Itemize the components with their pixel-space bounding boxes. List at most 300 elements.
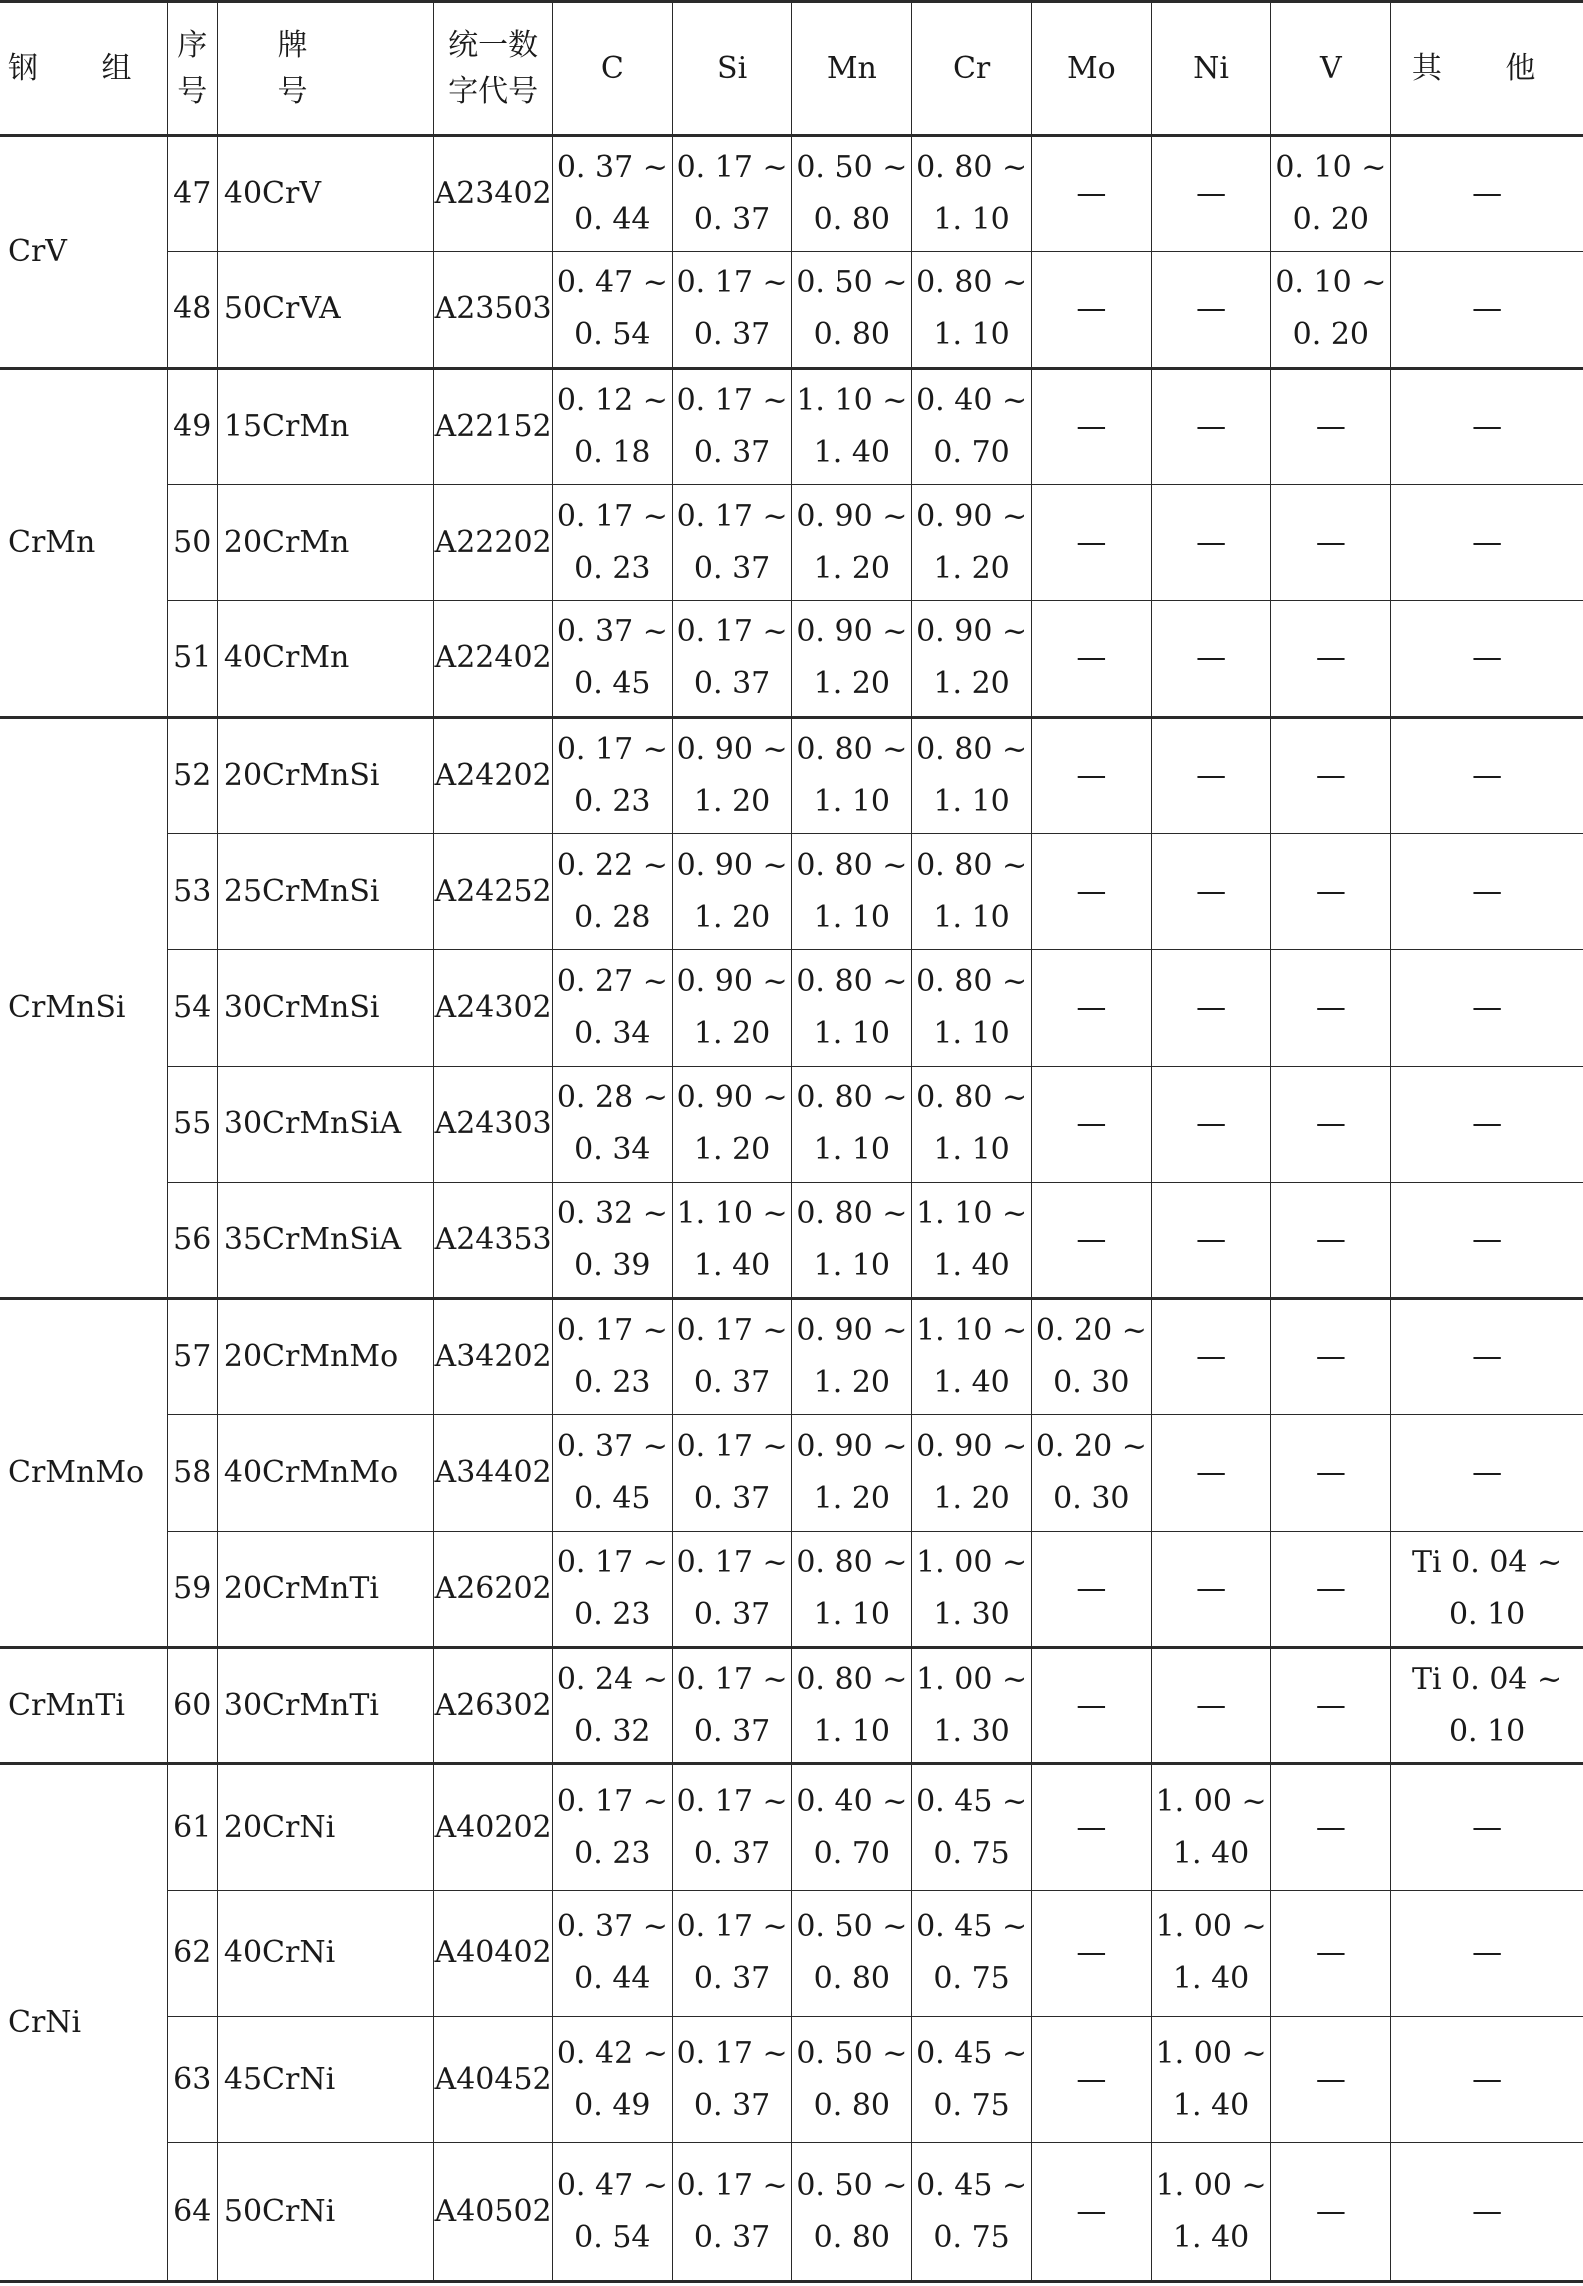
range-end: 0. 34 (574, 1015, 651, 1051)
dash-value: — (1076, 408, 1107, 444)
range-end: 0. 37 (693, 1596, 771, 1632)
range-end: 0. 34 (574, 1132, 651, 1168)
value-cell-c (552, 1648, 672, 1764)
seq-cell: 61 (167, 1764, 217, 1890)
range-start: 0. 17 ~ (676, 1661, 788, 1697)
range-end: 1. 10 (813, 1713, 891, 1749)
value-cell-c (552, 484, 672, 600)
range-start: 0. 17 ~ (676, 1909, 788, 1945)
dash-value: — (1315, 2193, 1346, 2229)
range-end: 1. 30 (933, 1713, 1010, 1749)
range-start: 0. 90 ~ (676, 731, 788, 767)
steel-group-cell: CrV (0, 136, 167, 369)
value-cell-cr (912, 1531, 1032, 1647)
table-row (0, 484, 1583, 600)
dash-value: — (1196, 1570, 1227, 1606)
table-row (0, 1182, 1583, 1298)
range-start: 0. 80 ~ (796, 1195, 908, 1231)
range-start: 0. 90 ~ (676, 1080, 788, 1116)
code-cell: A34402 (434, 1415, 553, 1531)
range-start: 0. 17 ~ (676, 614, 788, 650)
value-cell-ni (1151, 368, 1271, 484)
range-start: 0. 50 ~ (796, 2167, 908, 2203)
dash-value: — (1472, 989, 1503, 1025)
header-row (0, 2, 1583, 136)
table-row (0, 1890, 1583, 2016)
value-cell-other (1391, 2143, 1583, 2282)
value-cell-cr (912, 601, 1032, 717)
value-cell-cr (912, 2143, 1032, 2282)
range-end: 1. 40 (933, 1247, 1010, 1283)
value-cell-other (1391, 1890, 1583, 2016)
code-cell: A40452 (434, 2017, 553, 2143)
seq-cell: 64 (167, 2143, 217, 2282)
range-start: 0. 17 ~ (676, 1544, 788, 1580)
value-cell-mn (792, 833, 912, 949)
value-cell-cr (912, 1648, 1032, 1764)
dash-value: — (1472, 873, 1503, 909)
dash-value: — (1472, 1935, 1503, 1971)
range-end: 1. 40 (933, 1365, 1010, 1401)
range-start: 1. 10 ~ (676, 1195, 788, 1231)
grade-cell: 25CrMnSi (217, 833, 433, 949)
dash-value: — (1315, 1687, 1346, 1723)
grade-cell: 40CrNi (217, 1890, 433, 2016)
value-cell-other (1391, 1648, 1583, 1764)
range-end: 1. 10 (933, 1015, 1010, 1051)
range-end: 0. 20 (1292, 317, 1370, 353)
range-end: 1. 10 (933, 202, 1010, 238)
dash-value: — (1196, 1221, 1227, 1257)
dash-value: — (1315, 1106, 1346, 1142)
range-end: 1. 40 (1172, 1835, 1250, 1871)
value-cell-si (672, 368, 792, 484)
table-row (0, 1764, 1583, 1890)
value-cell-v (1271, 1764, 1391, 1890)
range-end: 0. 75 (933, 2087, 1010, 2123)
range-end: 1. 20 (813, 1365, 891, 1401)
range-start: 0. 45 ~ (916, 2167, 1028, 2203)
range-end: 0. 54 (574, 317, 651, 353)
value-cell-mo (1031, 1531, 1151, 1647)
value-cell-ni (1151, 601, 1271, 717)
value-cell-c (552, 717, 672, 833)
grade-cell: 50CrVA (217, 252, 433, 368)
dash-value: — (1076, 757, 1107, 793)
value-cell-v (1271, 368, 1391, 484)
dash-value: — (1472, 291, 1503, 327)
value-cell-mn (792, 1531, 912, 1647)
grade-cell: 45CrNi (217, 2017, 433, 2143)
range-start: 1. 00 ~ (1155, 1909, 1267, 1945)
value-cell-mo (1031, 1890, 1151, 2016)
range-end: 0. 54 (574, 2219, 651, 2255)
value-cell-c (552, 1415, 672, 1531)
dash-value: — (1076, 524, 1107, 560)
table-row (0, 1415, 1583, 1531)
value-cell-ni (1151, 1299, 1271, 1415)
value-cell-mn (792, 2143, 912, 2282)
range-end: 0. 37 (693, 1961, 771, 1997)
code-cell: A22202 (434, 484, 553, 600)
dash-value: — (1196, 989, 1227, 1025)
code-cell: A24303 (434, 1066, 553, 1182)
range-start: 0. 37 ~ (556, 1909, 668, 1945)
grade-cell: 40CrV (217, 136, 433, 252)
dash-value: — (1076, 291, 1107, 327)
dash-value: — (1196, 524, 1227, 560)
range-end: 0. 18 (574, 434, 651, 470)
table-row (0, 136, 1583, 252)
value-cell-c (552, 252, 672, 368)
header-si: Si (672, 2, 792, 136)
header-other-label: 其 他 (1411, 50, 1563, 86)
header-grade (217, 2, 433, 136)
range-start: 0. 20 ~ (1035, 1429, 1147, 1465)
value-cell-cr (912, 1299, 1032, 1415)
range-start: 1. 10 ~ (796, 382, 908, 418)
range-end: 0. 37 (693, 2219, 771, 2255)
range-end: 1. 10 (813, 899, 891, 935)
value-cell-si (672, 1648, 792, 1764)
value-cell-si (672, 2017, 792, 2143)
range-end: 1. 10 (813, 1132, 891, 1168)
range-end: 0. 75 (933, 1835, 1010, 1871)
range-start: 1. 00 ~ (1155, 2167, 1267, 2203)
value-cell-c (552, 601, 672, 717)
range-start: 0. 90 ~ (676, 847, 788, 883)
code-cell: A23503 (434, 252, 553, 368)
range-end: 0. 75 (933, 1961, 1010, 1997)
value-cell-cr (912, 1890, 1032, 2016)
table-row (0, 717, 1583, 833)
grade-cell: 40CrMn (217, 601, 433, 717)
value-cell-v (1271, 252, 1391, 368)
seq-cell: 50 (167, 484, 217, 600)
range-end: 1. 40 (813, 434, 891, 470)
range-end: 1. 20 (693, 1132, 771, 1168)
value-cell-ni (1151, 252, 1271, 368)
range-start: 0. 17 ~ (676, 150, 788, 186)
seq-cell: 55 (167, 1066, 217, 1182)
dash-value: — (1196, 291, 1227, 327)
dash-value: — (1472, 1106, 1503, 1142)
dash-value: — (1076, 2061, 1107, 2097)
value-cell-mn (792, 484, 912, 600)
range-start: 0. 80 ~ (916, 1080, 1028, 1116)
range-start: 0. 50 ~ (796, 150, 908, 186)
value-cell-other (1391, 1764, 1583, 1890)
table-row (0, 601, 1583, 717)
range-end: 0. 30 (1053, 1365, 1130, 1401)
value-cell-si (672, 136, 792, 252)
header-v: V (1271, 2, 1391, 136)
value-cell-v (1271, 1648, 1391, 1764)
value-cell-si (672, 950, 792, 1066)
range-start: 0. 90 ~ (796, 1429, 908, 1465)
range-start: 1. 00 ~ (1155, 1783, 1267, 1819)
range-start: 0. 17 ~ (556, 731, 668, 767)
code-cell: A40502 (434, 2143, 553, 2282)
seq-cell: 57 (167, 1299, 217, 1415)
value-cell-si (672, 717, 792, 833)
range-start: 0. 37 ~ (556, 1429, 668, 1465)
dash-value: — (1472, 640, 1503, 676)
value-cell-c (552, 2017, 672, 2143)
range-start: 1. 00 ~ (916, 1661, 1028, 1697)
range-end: 1. 10 (813, 1247, 891, 1283)
range-start: 0. 90 ~ (916, 1429, 1028, 1465)
header-seq-label: 序号 (177, 27, 208, 109)
range-start: 1. 10 ~ (916, 1313, 1028, 1349)
range-end: 1. 10 (813, 1596, 891, 1632)
range-end: 0. 70 (933, 434, 1010, 470)
range-end: 1. 10 (933, 783, 1010, 819)
value-cell-ni (1151, 136, 1271, 252)
value-cell-v (1271, 1182, 1391, 1298)
dash-value: — (1315, 873, 1346, 909)
range-end: 0. 37 (693, 1365, 771, 1401)
value-cell-mo (1031, 136, 1151, 252)
code-cell: A40202 (434, 1764, 553, 1890)
value-cell-mn (792, 1648, 912, 1764)
value-cell-mo (1031, 1648, 1151, 1764)
value-cell-cr (912, 2017, 1032, 2143)
dash-value: — (1472, 2061, 1503, 2097)
value-cell-c (552, 1182, 672, 1298)
value-cell-ni (1151, 2017, 1271, 2143)
range-end: 0. 23 (574, 783, 651, 819)
range-end: 0. 75 (933, 2219, 1010, 2255)
grade-cell: 35CrMnSiA (217, 1182, 433, 1298)
range-end: 0. 23 (574, 550, 651, 586)
range-end: 0. 45 (574, 666, 651, 702)
seq-cell: 59 (167, 1531, 217, 1647)
range-end: 0. 70 (813, 1835, 891, 1871)
code-cell: A24252 (434, 833, 553, 949)
code-cell: A24353 (434, 1182, 553, 1298)
range-start: 0. 40 ~ (796, 1783, 908, 1819)
header-mo: Mo (1031, 2, 1151, 136)
dash-value: — (1315, 1221, 1346, 1257)
value-cell-si (672, 1764, 792, 1890)
table-row (0, 252, 1583, 368)
dash-value: — (1076, 989, 1107, 1025)
header-seq (167, 2, 217, 136)
value-cell-c (552, 1531, 672, 1647)
range-end: 1. 10 (813, 1015, 891, 1051)
seq-cell: 53 (167, 833, 217, 949)
range-start: 0. 17 ~ (676, 265, 788, 301)
range-end: 0. 45 (574, 1481, 651, 1517)
range-end: 1. 20 (933, 550, 1010, 586)
code-cell: A22152 (434, 368, 553, 484)
value-cell-si (672, 601, 792, 717)
range-start: 0. 80 ~ (796, 1080, 908, 1116)
dash-value: — (1472, 1339, 1503, 1375)
range-start: 0. 28 ~ (556, 1080, 668, 1116)
range-start: 0. 32 ~ (556, 1195, 668, 1231)
value-cell-c (552, 833, 672, 949)
range-start: 0. 17 ~ (676, 1783, 788, 1819)
header-ni: Ni (1151, 2, 1271, 136)
range-end: 0. 80 (813, 2087, 891, 2123)
grade-cell: 50CrNi (217, 2143, 433, 2282)
range-start: 0. 17 ~ (676, 382, 788, 418)
dash-value: — (1472, 757, 1503, 793)
value-cell-v (1271, 2017, 1391, 2143)
dash-value: — (1472, 1809, 1503, 1845)
value-cell-mo (1031, 601, 1151, 717)
range-start: 0. 17 ~ (676, 1313, 788, 1349)
range-end: 0. 10 (1448, 1596, 1526, 1632)
code-cell: A24302 (434, 950, 553, 1066)
code-cell: A22402 (434, 601, 553, 717)
range-end: 0. 23 (574, 1835, 651, 1871)
value-cell-v (1271, 1890, 1391, 2016)
steel-group-cell: CrNi (0, 1764, 167, 2282)
seq-cell: 54 (167, 950, 217, 1066)
seq-cell: 48 (167, 252, 217, 368)
range-start: 0. 22 ~ (556, 847, 668, 883)
value-cell-mo (1031, 2017, 1151, 2143)
value-cell-cr (912, 1066, 1032, 1182)
grade-cell: 40CrMnMo (217, 1415, 433, 1531)
range-start: 0. 40 ~ (916, 382, 1028, 418)
value-cell-ni (1151, 717, 1271, 833)
value-cell-mn (792, 1182, 912, 1298)
range-end: 0. 30 (1053, 1481, 1130, 1517)
range-start: 0. 80 ~ (796, 1661, 908, 1697)
range-start: 0. 17 ~ (676, 2035, 788, 2071)
value-cell-v (1271, 950, 1391, 1066)
range-end: 0. 37 (693, 550, 771, 586)
range-start: 1. 10 ~ (916, 1195, 1028, 1231)
seq-cell: 56 (167, 1182, 217, 1298)
range-end: 1. 40 (693, 1247, 771, 1283)
dash-value: — (1076, 1809, 1107, 1845)
range-start: 0. 90 ~ (796, 614, 908, 650)
range-start: 0. 12 ~ (556, 382, 668, 418)
dash-value: — (1076, 1221, 1107, 1257)
header-c: C (552, 2, 672, 136)
dash-value: — (1076, 640, 1107, 676)
dash-value: — (1315, 1339, 1346, 1375)
value-cell-other (1391, 1066, 1583, 1182)
seq-cell: 62 (167, 1890, 217, 2016)
range-end: 0. 49 (574, 2087, 651, 2123)
value-cell-si (672, 484, 792, 600)
value-cell-cr (912, 833, 1032, 949)
range-start: 0. 17 ~ (676, 1429, 788, 1465)
table-row (0, 1299, 1583, 1415)
value-cell-cr (912, 136, 1032, 252)
range-end: 0. 37 (693, 1835, 771, 1871)
value-cell-si (672, 1299, 792, 1415)
value-cell-si (672, 2143, 792, 2282)
dash-value: — (1472, 524, 1503, 560)
value-cell-other (1391, 833, 1583, 949)
dash-value: — (1196, 1687, 1227, 1723)
header-mn: Mn (792, 2, 912, 136)
value-cell-cr (912, 1415, 1032, 1531)
value-cell-v (1271, 833, 1391, 949)
dash-value: — (1472, 176, 1503, 212)
value-cell-other (1391, 1415, 1583, 1531)
range-start: 0. 17 ~ (556, 1313, 668, 1349)
value-cell-v (1271, 1415, 1391, 1531)
value-cell-cr (912, 484, 1032, 600)
range-end: 1. 10 (933, 1132, 1010, 1168)
value-cell-mn (792, 1299, 912, 1415)
range-end: 0. 10 (1448, 1713, 1526, 1749)
range-start: Ti 0. 04 ~ (1412, 1544, 1563, 1580)
table-row (0, 368, 1583, 484)
table-row (0, 950, 1583, 1066)
value-cell-mn (792, 601, 912, 717)
range-start: 0. 17 ~ (556, 1783, 668, 1819)
range-start: 0. 10 ~ (1275, 265, 1387, 301)
value-cell-si (672, 833, 792, 949)
range-end: 1. 20 (933, 1481, 1010, 1517)
range-end: 0. 37 (693, 317, 771, 353)
range-end: 1. 10 (813, 783, 891, 819)
header-other (1391, 2, 1583, 136)
dash-value: — (1196, 176, 1227, 212)
dash-value: — (1472, 2193, 1503, 2229)
range-end: 0. 44 (574, 1961, 651, 1997)
range-start: 0. 80 ~ (796, 847, 908, 883)
steel-group-cell: CrMn (0, 368, 167, 717)
range-end: 1. 40 (1172, 2219, 1250, 2255)
value-cell-mo (1031, 2143, 1151, 2282)
value-cell-mo (1031, 1299, 1151, 1415)
value-cell-mo (1031, 1066, 1151, 1182)
range-start: 1. 00 ~ (1155, 2035, 1267, 2071)
grade-cell: 30CrMnSiA (217, 1066, 433, 1182)
range-start: 0. 80 ~ (916, 847, 1028, 883)
grade-cell: 20CrNi (217, 1764, 433, 1890)
dash-value: — (1315, 408, 1346, 444)
range-end: 1. 20 (813, 1481, 891, 1517)
range-end: 0. 37 (693, 434, 771, 470)
value-cell-ni (1151, 1648, 1271, 1764)
code-cell: A40402 (434, 1890, 553, 2016)
range-end: 0. 39 (574, 1247, 651, 1283)
value-cell-other (1391, 1531, 1583, 1647)
value-cell-c (552, 136, 672, 252)
range-end: 0. 32 (574, 1713, 651, 1749)
dash-value: — (1196, 640, 1227, 676)
value-cell-mo (1031, 1415, 1151, 1531)
header-code-label: 统一数字代号 (448, 27, 539, 109)
value-cell-other (1391, 717, 1583, 833)
range-start: 0. 45 ~ (916, 2035, 1028, 2071)
steel-group-cell: CrMnMo (0, 1299, 167, 1648)
range-start: 0. 90 ~ (796, 1313, 908, 1349)
range-end: 1. 20 (693, 899, 771, 935)
dash-value: — (1076, 1106, 1107, 1142)
range-start: 0. 50 ~ (796, 2035, 908, 2071)
grade-cell: 20CrMnTi (217, 1531, 433, 1647)
steel-group-cell: CrMnSi (0, 717, 167, 1299)
dash-value: — (1196, 1106, 1227, 1142)
dash-value: — (1315, 1935, 1346, 1971)
dash-value: — (1196, 1339, 1227, 1375)
value-cell-ni (1151, 1066, 1271, 1182)
range-start: 0. 80 ~ (916, 731, 1028, 767)
dash-value: — (1315, 640, 1346, 676)
